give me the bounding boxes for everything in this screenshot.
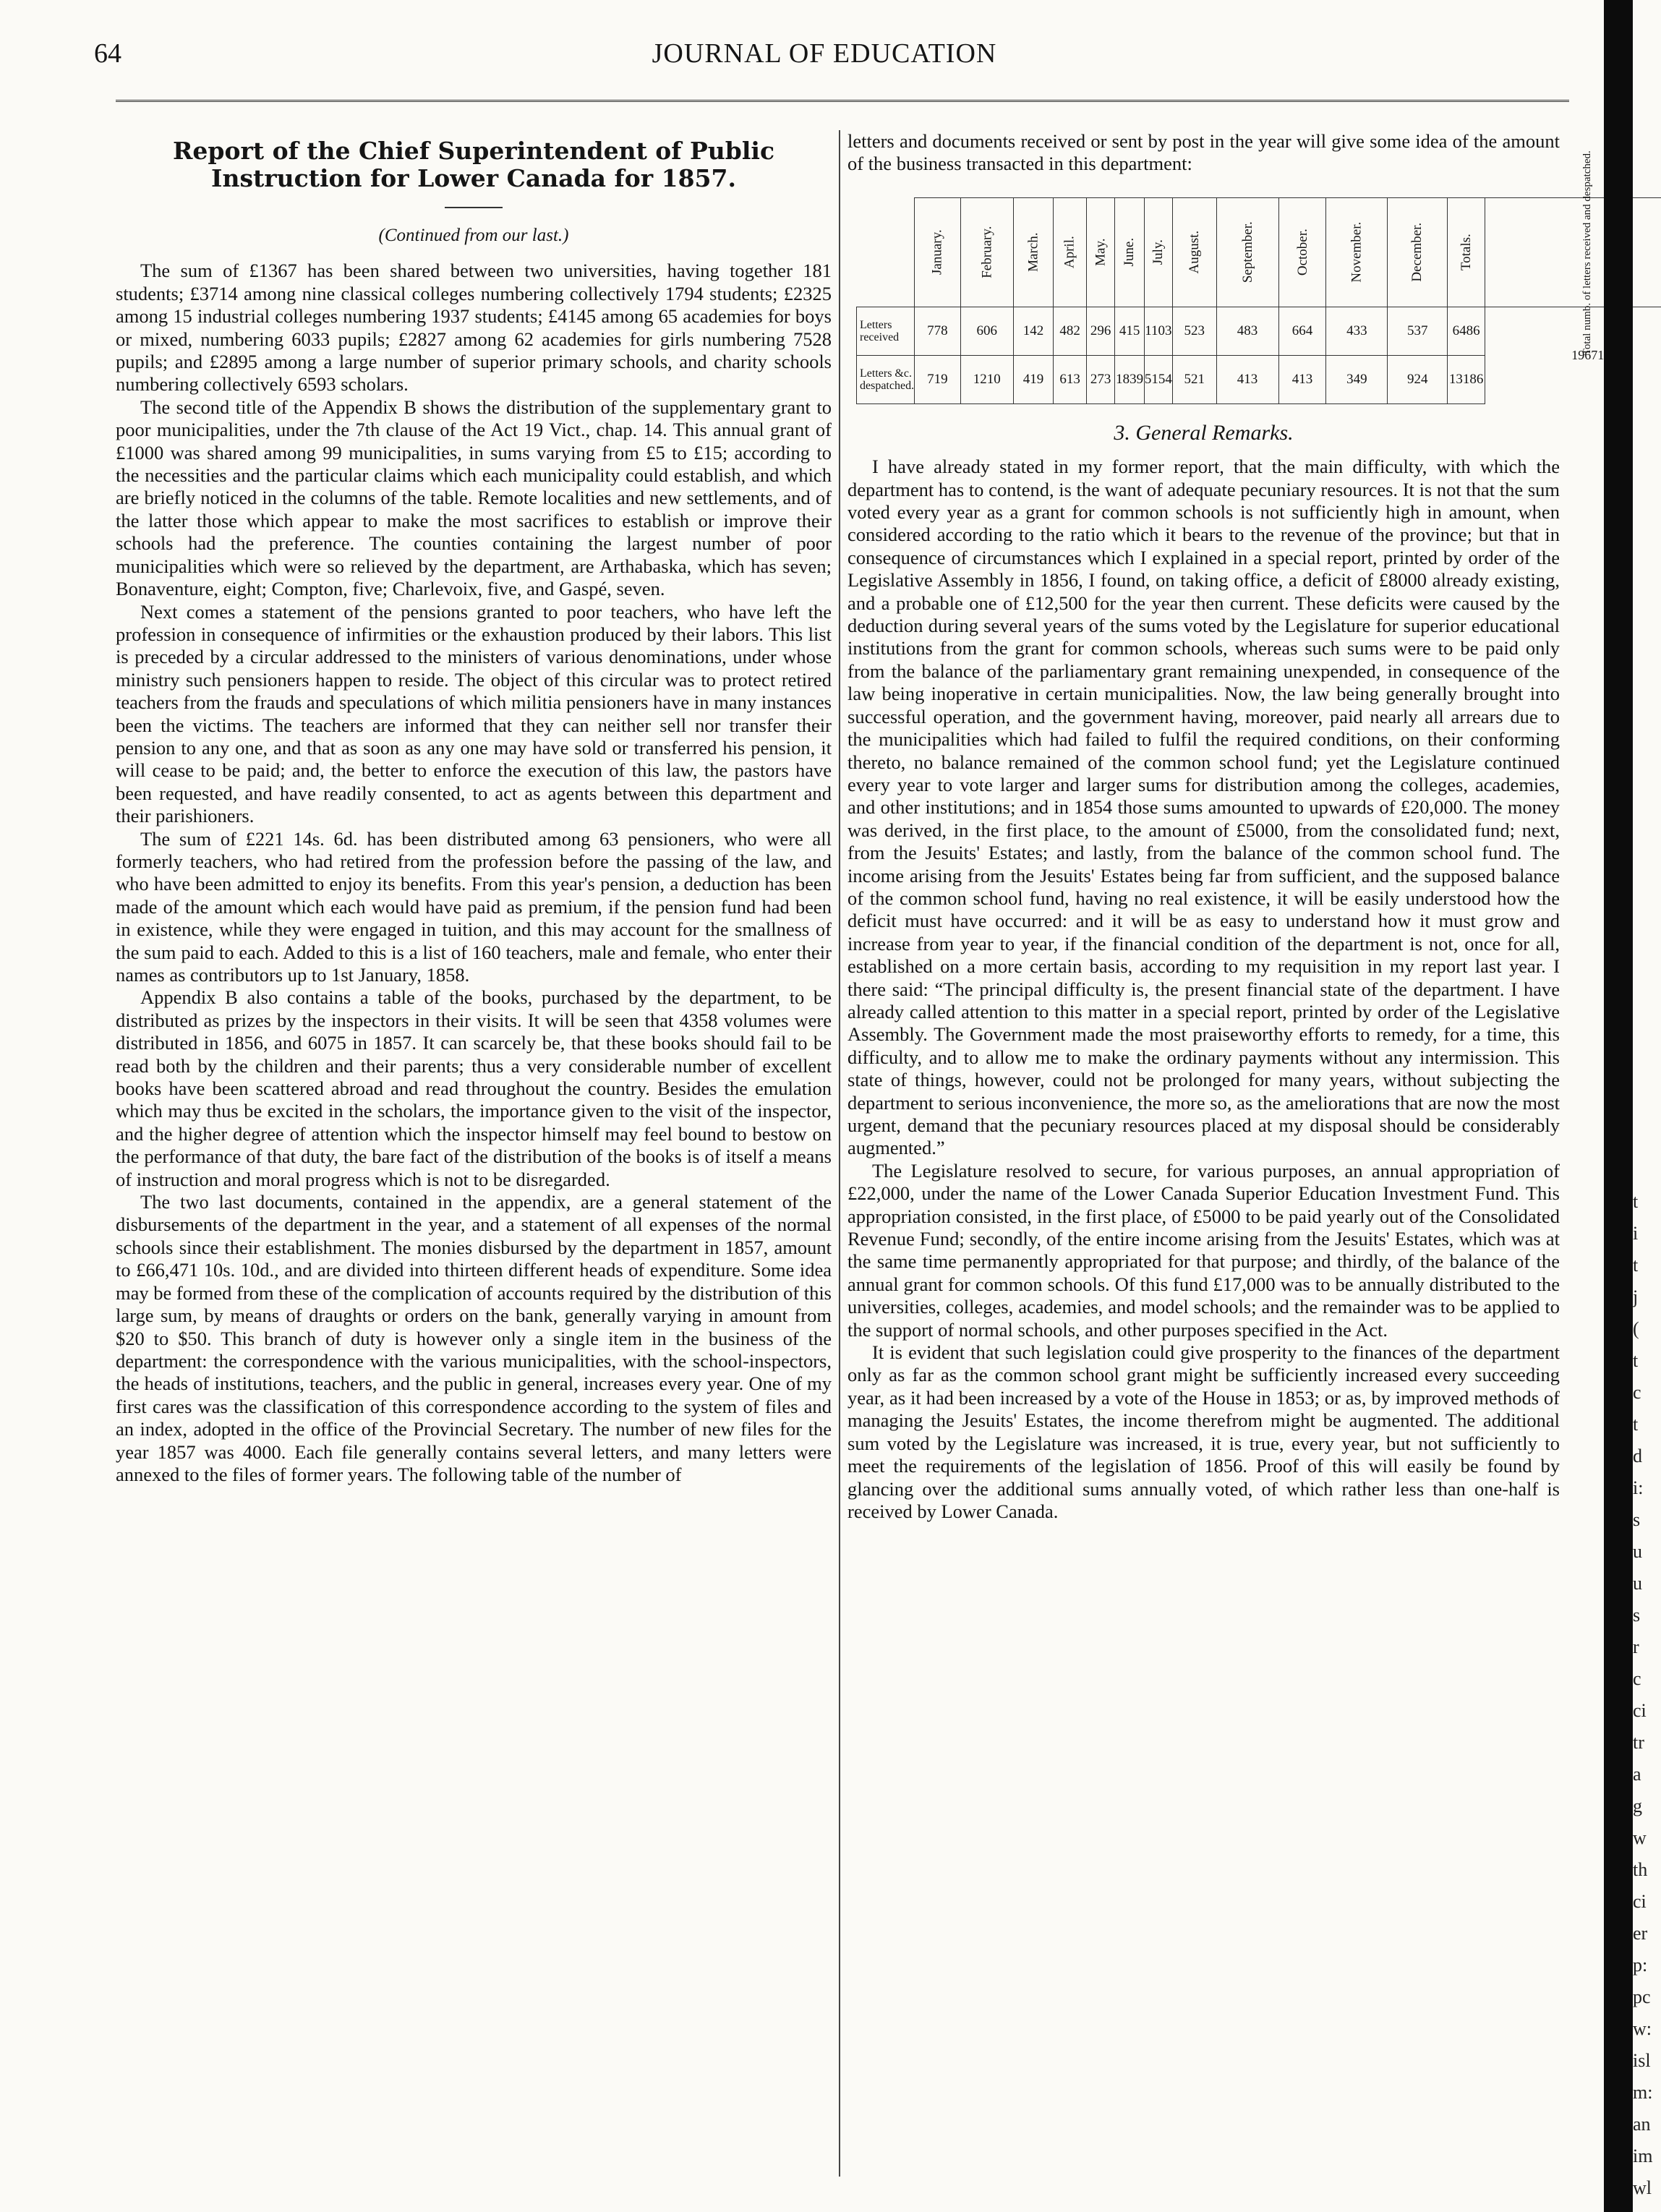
col-header: May.	[1087, 197, 1115, 307]
continued-note: (Continued from our last.)	[378, 226, 569, 245]
page-header	[94, 30, 1555, 81]
margin-fragment: u	[1633, 1541, 1642, 1562]
table-cell: 664	[1278, 307, 1326, 355]
margin-fragment: wl	[1633, 2177, 1652, 2198]
column-divider	[839, 130, 840, 2177]
table-cell: 415	[1115, 307, 1145, 355]
table-cell: 483	[1216, 307, 1278, 355]
table-cell: 1103	[1144, 307, 1172, 355]
header-rule	[116, 100, 1569, 102]
page-number: 64	[94, 38, 121, 69]
table-cell: 5154	[1144, 355, 1172, 403]
col-header: October.	[1278, 197, 1326, 307]
margin-fragment: i:	[1633, 1477, 1644, 1498]
margin-fragment: s	[1633, 1605, 1641, 1626]
left-column	[116, 130, 832, 1486]
table-row	[857, 307, 1661, 355]
right-intro: letters and documents received or sent by post in the year will give some idea of the amount of the business transacted in this department:	[847, 130, 1560, 175]
table-cell: 413	[1278, 355, 1326, 403]
margin-fragment: c	[1633, 1668, 1641, 1689]
margin-fragment: p:	[1633, 1955, 1648, 1976]
margin-fragment: s	[1633, 1509, 1641, 1530]
table-cell: 719	[915, 355, 961, 403]
table-cell: 419	[1013, 355, 1053, 403]
col-header: March.	[1013, 197, 1053, 307]
margin-fragment: ci	[1633, 1891, 1647, 1912]
row-label: Letters received	[857, 307, 915, 355]
margin-fragment: isl	[1633, 2050, 1651, 2071]
margin-fragment: ci	[1633, 1700, 1647, 1721]
right-column	[847, 130, 1605, 1523]
margin-fragment: t	[1633, 1350, 1639, 1371]
left-paragraph: The sum of £221 14s. 6d. has been distributed among 63 pensioners, who were all formerly teachers, who had retired from the profession before the passing of the law, and who have been admitted to enjoy its benefits. From this year's pension, a deduction has been made of the amount which each would have paid as premium, if the pension fund had been in existence, while they were engaged in tuition, and this may account for the smallness of the sum paid to each. Added to this is a list of 160 teachers, male and female, who enter their names as contributors up to 1st January, 1858.	[116, 827, 832, 986]
left-paragraph: Appendix B also contains a table of the books, purchased by the department, to be distributed as prizes by the inspectors in their visits. It will be seen that 4358 volumes were distributed in 1856, and 6075 in 1857. It can scarcely be, that these books should fail to be read both by the children and their parents; thus a very considerable number of excellent books have been scattered abroad and read throughout the country. Besides the emulation which may thus be excited in the scholars, the importance given to the visit of the inspector, and the higher degree of attention which the inspector himself may feel bound to bestow on the performance of that duty, the bare fact of the distribution of the books is of itself a means of instruction and moral progress which is not to be disregarded.	[116, 986, 832, 1190]
margin-fragment: tr	[1633, 1732, 1644, 1753]
left-paragraph: The sum of £1367 has been shared between two universities, having together 181 students; £3714 among nine classical colleges numbering collectively 1794 students; £2325 among 15 industrial colleges numbering 1937 students; £4145 among 65 academies for boys or mixed, numbering 6033 pupils; £2827 among 62 academies for girls numbering 7528 pupils; and £2895 among a large number of superior primary schools, and charity schools numbering collectively 6593 scholars.	[116, 260, 832, 396]
margin-fragment: pc	[1633, 1986, 1651, 2007]
margin-fragment: w	[1633, 1827, 1647, 1848]
table-cell: 433	[1326, 307, 1388, 355]
right-paragraph: The Legislature resolved to secure, for various purposes, an annual appropriation of £22,000, under the name of the Lower Canada Superior Education Investment Fund. This appropriation consisted, in the first place, of £5000 to be paid yearly out of the Consolidated Revenue Fund; secondly, of the entire income arising from the Jesuits' Estates, which was at the same time permanently appropriated for that purpose; and thirdly, of the balance of the annual grant for common schools. Of this fund £17,000 was to be annually distributed to the universities, colleges, academies, and model schools; and the remainder was to be applied to the support of normal schools, and other purposes specified in the Act.	[847, 1159, 1560, 1341]
left-paragraph: Next comes a statement of the pensions granted to poor teachers, who have left the profession in consequence of infirmities or the exhaustion produced by their labors. This list is preceded by a circular addressed to the ministers of various denominations, under whose ministry such pensioners happen to reside. The object of this circular was to protect retired teachers from the frauds and speculations of which militia pensioners have in many instances been the victims. The teachers are informed that they can neither sell nor transfer their pension to any one, and that as soon as any one may have sold or transferred his pension, it will cease to be paid; and, the better to enforce the execution of this law, the pastors have been requested, and have readily consented, to act as agents between this department and their parishioners.	[116, 600, 832, 827]
col-header: December.	[1388, 197, 1448, 307]
right-paragraph: It is evident that such legislation could give prosperity to the finances of the department only as far as the common school grant might be sufficiently increased every succeeding year, as it had been increased by a vote of the House in 1853; or as, by improved methods of managing the Jesuits' Estates, the income therefrom might be augmented. The additional sum voted by the Legislature was increased, it is true, every year, but not sufficiently to meet the requirements of the legislation of 1856. Proof of this will easily be found by glancing over the additional sums annually voted, of which rather less than one-half is received by Lower Canada.	[847, 1341, 1560, 1522]
table-cell: 613	[1054, 355, 1087, 403]
table-cell: 1210	[960, 355, 1013, 403]
table-cell: 523	[1172, 307, 1216, 355]
margin-fragment: th	[1633, 1859, 1648, 1880]
margin-fragment: t	[1633, 1255, 1639, 1276]
left-paragraph: The two last documents, contained in the appendix, are a general statement of the disbursements of the department in the year, and a statement of all expenses of the normal schools since their establishment. The monies disbursed by the department in 1857, amount to £66,471 10s. 10d., and are divided into thirteen different heads of expenditure. Some idea may be formed from these of the complication of accounts required by the distribution of this large sum, by means of draughts or orders on the bank, generally varying in amount from $20 to $50. This branch of duty is however only a single item in the business of the department: the correspondence with the various municipalities, with the school-inspectors, the heads of institutions, teachers, and the public in general, increases every year. One of my first cares was the classification of this correspondence according to the system of files and an index, adopted in the office of the Provincial Secretary. The number of new files for the year 1857 was 4000. Each file generally contains several letters, and many letters were annexed to the files of former years. The following table of the number of	[116, 1191, 832, 1485]
margin-fragment: g	[1633, 1795, 1642, 1816]
margin-fragment: u	[1633, 1573, 1642, 1594]
table-cell: 142	[1013, 307, 1053, 355]
table-cell: 273	[1087, 355, 1115, 403]
section-heading: 3. General Remarks.	[1114, 420, 1294, 445]
margin-fragment: c	[1633, 1382, 1641, 1403]
right-paragraph: I have already stated in my former report, that the main difficulty, with which the department has to contend, is the want of adequate pecuniary resources. It is not that the sum voted every year as a grant for common schools is not sufficiently high in amount, when considered according to the ratio which it bears to the revenue of the province; but that in consequence of circumstances which I explained in a special report, printed by order of the Legislative Assembly in 1856, I found, on taking office, a deficit of £8000 already existing, and a probable one of £12,500 for the year then current. These deficits were caused by the deduction during several years of the sums voted by the Legislature for superior educational institutions from the grant for common schools, whereas such sums were to be paid only from the balance of the parliamentary grant remaining unexpended, in consequence of the law being inoperative in certain municipalities. Now, the law being generally brought into successful operation, and the government having, moreover, paid nearly all arrears due to the municipalities which had failed to fulfil the required conditions, on their conforming thereto, no balance remained of the common school fund; yet the Legislature continued every year to vote larger and larger sums for distribution among the colleges, academies, and other institutions; and in 1854 those sums amounted to upwards of £20,000. The money was derived, in the first place, to the amount of £5000, from the consolidated fund; next, from the Jesuits' Estates; and lastly, from the balance of the common school fund. The income arising from the Jesuits' Estates being far from sufficient, and the supposed balance of the common school fund, having no real existence, it will be easily understood how the deficit must have occurred: and it will be as easy to understand how it must grow and increase from year to year, if the financial condition of the department is not, once for all, established on a more certain basis, according to my requisition in my report last year. I there said: “The principal difficulty is, the present financial state of the department. I have already called attention to this matter in a special report, printed by order of the Legislative Assembly. The Government made the most praiseworthy efforts to remedy, for a time, this difficulty, and to allow me to make the ordinary payments without any intermission. This state of things, however, could not be prolonged for many years, without subjecting the department to serious inconvenience, the more so, as the ameliorations that are now the most urgent, demand that the pecuniary resources placed at my disposal should be considerably augmented.”	[847, 456, 1560, 1159]
col-header: April.	[1054, 197, 1087, 307]
col-header: January.	[915, 197, 961, 307]
margin-fragment: r	[1633, 1636, 1639, 1657]
col-header: July.	[1144, 197, 1172, 307]
margin-fragment: (	[1633, 1318, 1639, 1339]
report-title: Report of the Chief Superintendent of Public Instruction for Lower Canada for 1857.	[172, 137, 775, 192]
margin-fragment: m:	[1633, 2082, 1653, 2103]
col-header: June.	[1115, 197, 1145, 307]
grand-total: 19671	[1571, 347, 1605, 362]
left-paragraph: The second title of the Appendix B shows the distribution of the supplementary grant to poor municipalities, under the 7th clause of the Act 19 Vict., chap. 14. This annual grant of £1000 was shared among 99 municipalities, in sums varying from £5 to £15; according to the necessities and the particular claims which each municipality could establish, and which are briefly noticed in the columns of the table. Remote localities and new settlements, and of the latter those which appear to make the most sacrifices to establish or improve their schools had the preference. The counties containing the largest number of poor municipalities which were so relieved by the department, are Arthabaska, which has seven; Bonaventure, eight; Compton, five; Charlevoix, five, and Gaspé, seven.	[116, 396, 832, 600]
margin-fragment: w:	[1633, 2018, 1652, 2039]
margin-fragment: an	[1633, 2114, 1651, 2135]
col-header: September.	[1216, 197, 1278, 307]
col-header: Totals.	[1448, 197, 1485, 307]
table-cell: 1839	[1115, 355, 1145, 403]
table-cell: 413	[1216, 355, 1278, 403]
margin-fragment: t	[1633, 1191, 1639, 1212]
table-cell: 482	[1054, 307, 1087, 355]
table-cell: 606	[960, 307, 1013, 355]
margin-fragment: im	[1633, 2145, 1653, 2166]
title-rule	[445, 207, 503, 208]
table-cell: 924	[1388, 355, 1448, 403]
table-cell: 778	[915, 307, 961, 355]
margin-fragment: d	[1633, 1446, 1642, 1466]
col-header: February.	[960, 197, 1013, 307]
journal-title: JOURNAL OF EDUCATION	[652, 38, 997, 69]
col-header: November.	[1326, 197, 1388, 307]
table-cell: 349	[1326, 355, 1388, 403]
table-cell: 6486	[1448, 307, 1485, 355]
margin-fragment: j	[1633, 1286, 1639, 1307]
table-corner	[857, 197, 915, 307]
col-header-total: Total numb. of letters received and despatched.	[1485, 197, 1661, 307]
table-cell: 13186	[1448, 355, 1485, 403]
row-label: Letters &c. despatched.	[857, 355, 915, 403]
margin-fragment: i	[1633, 1223, 1639, 1244]
adjacent-page-fragments	[1613, 1186, 1656, 2204]
table-cell: 537	[1388, 307, 1448, 355]
margin-fragment: t	[1633, 1414, 1639, 1435]
margin-fragment: er	[1633, 1923, 1648, 1944]
table-cell: 521	[1172, 355, 1216, 403]
table-cell: 296	[1087, 307, 1115, 355]
margin-fragment: a	[1633, 1764, 1641, 1785]
table-header-row	[857, 197, 1661, 307]
col-header: August.	[1172, 197, 1216, 307]
